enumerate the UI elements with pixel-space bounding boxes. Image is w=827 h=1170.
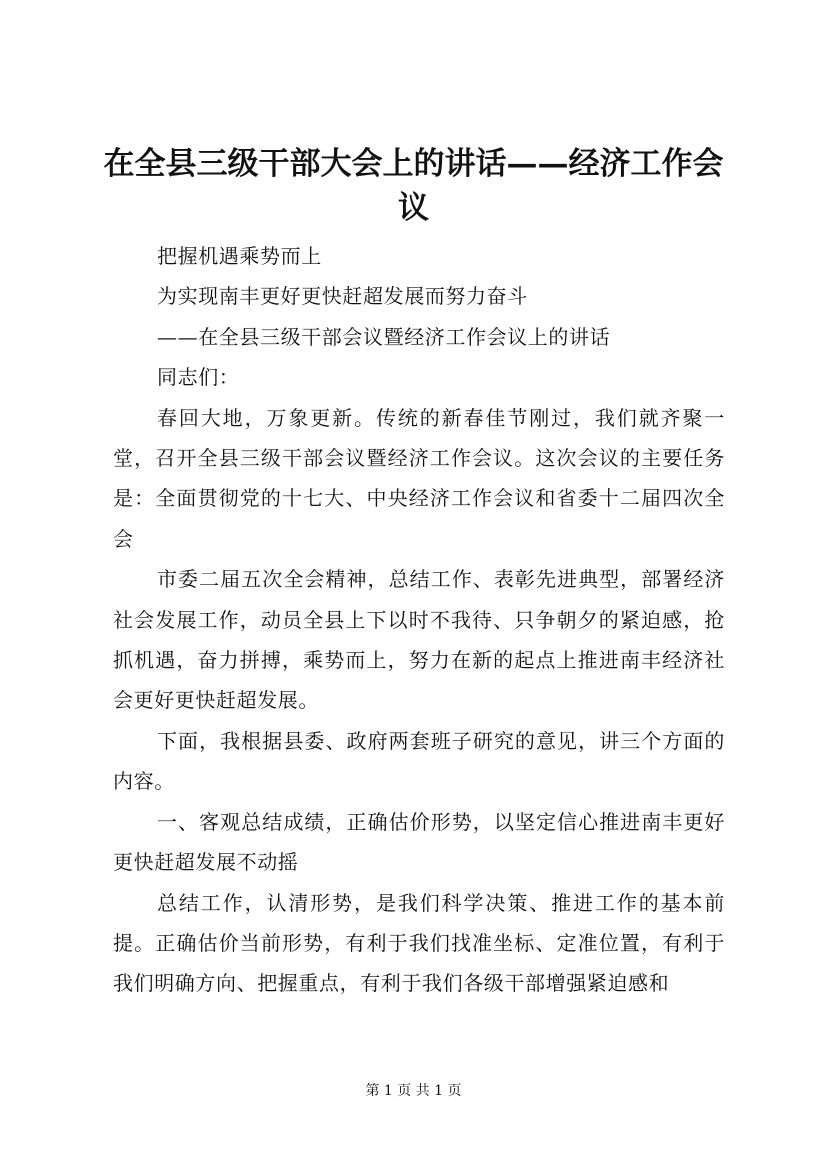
paragraph: 总结工作，认清形势，是我们科学决策、推进工作的基本前提。正确估价当前形势，有利于我们找准坐标、定准位置，有利于我们明确方向、把握重点，有利于我们各级干部增强紧迫感和 [113,890,725,996]
document-title: 在全县三级干部大会上的讲话——经济工作会议 [103,146,724,226]
paragraph: 市委二届五次全会精神，总结工作、表彰先进典型，部署经济社会发展工作，动员全县上下以时不我待、只争朝夕的紧迫感，抢抓机遇，奋力拼搏，乘势而上，努力在新的起点上推进南丰经济社会更好更快赶超发展。 [113,567,725,713]
page-footer: 第 1 页 共 1 页 [365,1083,462,1099]
salutation: 同志们： [157,365,240,390]
document-body [113,236,725,1004]
paragraph: 春回大地，万象更新。传统的新春佳节刚过，我们就齐聚一堂，召开全县三级干部会议暨经济工作会议。这次会议的主要任务是：全面贯彻党的十七大、中央经济工作会议和省委十二届四次全会 [113,405,725,551]
paragraph: 下面，我根据县委、政府两套班子研究的意见，讲三个方面的内容。 [113,728,725,794]
section-heading: 一、客观总结成绩，正确估价形势，以坚定信心推进南丰更好更快赶超发展不动摇 [113,809,725,875]
subtitle-line-3: ——在全县三级干部会议暨经济工作会议上的讲话 [157,324,611,349]
subtitle-line-2: 为实现南丰更好更快赶超发展而努力奋斗 [157,284,528,309]
subtitle-line-1: 把握机遇乘势而上 [157,244,322,268]
